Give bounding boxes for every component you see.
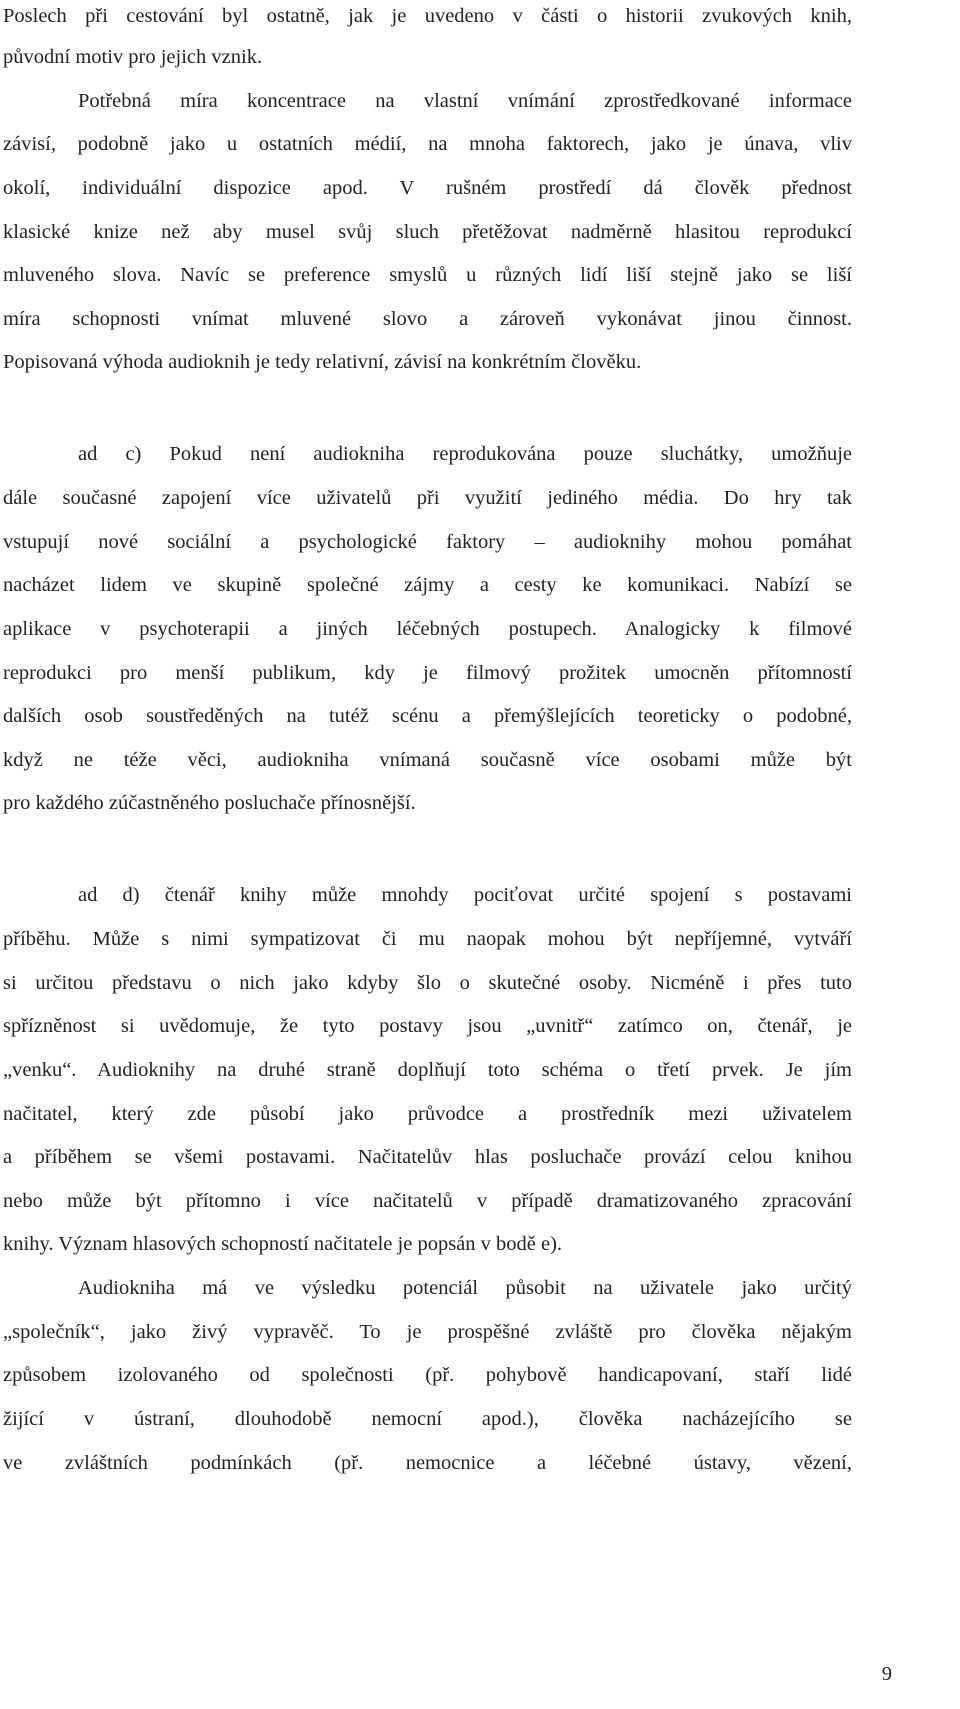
text-line: nacházet lidem ve skupině společné zájmy a cesty ke komunikaci. Nabízí se [3, 574, 852, 596]
text-line: míra schopnosti vnímat mluvené slovo a zároveň vykonávat jinou činnost. [3, 308, 852, 330]
text-line: dalších osob soustředěných na tutéž scénu a přemýšlejících teoreticky o podobné, [3, 705, 852, 727]
text-line: „společník“, jako živý vypravěč. To je prospěšné zvláště pro člověka nějakým [3, 1321, 852, 1343]
text-line: vstupují nové sociální a psychologické faktory – audioknihy mohou pomáhat [3, 531, 852, 553]
text-line: načitatel, který zde působí jako průvodce a prostředník mezi uživatelem [3, 1103, 852, 1125]
text-line: Potřebná míra koncentrace na vlastní vnímání zprostředkované informace [78, 90, 852, 112]
text-line: když ne téže věci, audiokniha vnímaná současně více osobami může být [3, 749, 852, 771]
text-line: žijící v ústraní, dlouhodobě nemocní apod.), člověka nacházejícího se [3, 1408, 852, 1430]
text-line: dále současné zapojení více uživatelů při využití jediného média. Do hry tak [3, 487, 852, 509]
text-line: závisí, podobně jako u ostatních médií, na mnoha faktorech, jako je únava, vliv [3, 133, 852, 155]
text-line: ad c) Pokud není audiokniha reprodukována pouze sluchátky, umožňuje [78, 443, 852, 465]
text-line: „venku“. Audioknihy na druhé straně doplňují toto schéma o třetí prvek. Je jím [3, 1059, 852, 1081]
text-line: příběhu. Může s nimi sympatizovat či mu naopak mohou být nepříjemné, vytváří [3, 928, 852, 950]
text-line: Audiokniha má ve výsledku potenciál působit na uživatele jako určitý [78, 1277, 852, 1299]
text-line: okolí, individuální dispozice apod. V rušném prostředí dá člověk přednost [3, 177, 852, 199]
text-line: nebo může být přítomno i více načitatelů v případě dramatizovaného zpracování [3, 1190, 852, 1212]
text-line: knihy. Význam hlasových schopností načitatele je popsán v bodě e). [3, 1233, 563, 1255]
text-line: pro každého zúčastněného posluchače přínosnější. [3, 792, 416, 814]
text-line: a příběhem se všemi postavami. Načitatelův hlas posluchače provází celou knihou [3, 1146, 852, 1168]
text-line: mluveného slova. Navíc se preference smyslů u různých lidí liší stejně jako se liší [3, 264, 852, 286]
text-line: Popisovaná výhoda audioknih je tedy relativní, závisí na konkrétním člověku. [3, 351, 642, 373]
text-line: Poslech při cestování byl ostatně, jak je uvedeno v části o historii zvukových knih, [3, 5, 852, 27]
text-line: reprodukci pro menší publikum, kdy je filmový prožitek umocněn přítomností [3, 662, 852, 684]
text-line: způsobem izolovaného od společnosti (př. pohybově handicapovaní, staří lidé [3, 1364, 852, 1386]
text-line: původní motiv pro jejich vznik. [3, 46, 263, 68]
text-line: klasické knize než aby musel svůj sluch přetěžovat nadměrně hlasitou reprodukcí [3, 221, 852, 243]
text-line: ve zvláštních podmínkách (př. nemocnice a léčebné ústavy, vězení, [3, 1452, 852, 1474]
text-line: aplikace v psychoterapii a jiných léčebných postupech. Analogicky k filmové [3, 618, 852, 640]
text-line: spřízněnost si uvědomuje, že tyto postavy jsou „uvnitř“ zatímco on, čtenář, je [3, 1015, 852, 1037]
page-number: 9 [881, 1663, 892, 1685]
text-line: si určitou představu o nich jako kdyby šlo o skutečné osoby. Nicméně i přes tuto [3, 972, 852, 994]
text-line: ad d) čtenář knihy může mnohdy pociťovat určité spojení s postavami [78, 884, 852, 906]
